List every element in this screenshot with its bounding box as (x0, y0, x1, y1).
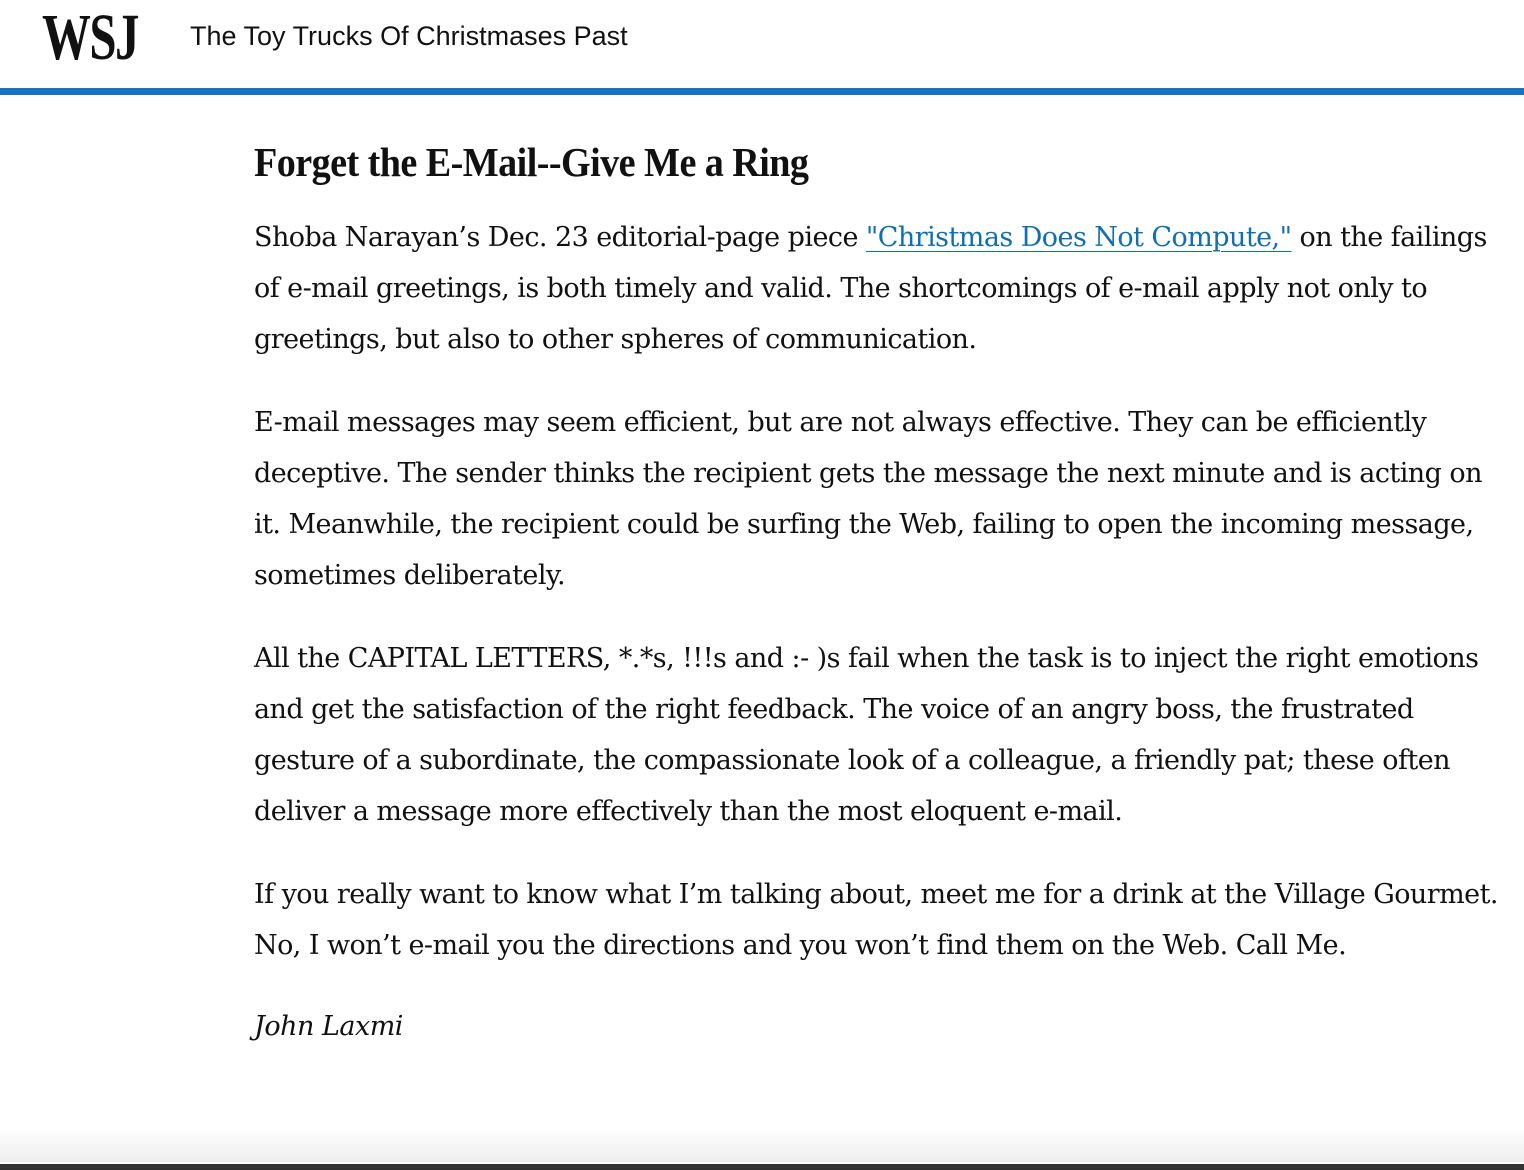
paragraph-text-after-link: on the failings of e-mail greetings, is both timely and valid. The shortcomings of e-mail apply not only to greetings, but also to other spheres of communication. (254, 222, 1487, 355)
paragraph-text-before-link: Shoba Narayan’s Dec. 23 editorial-page piece (254, 222, 866, 253)
christmas-does-not-compute-link[interactable]: "Christmas Does Not Compute," (865, 222, 1292, 253)
header-accent-bar (0, 88, 1524, 95)
bottom-fade-overlay (0, 1128, 1524, 1162)
top-bar (0, 0, 1524, 88)
article-paragraph-3: All the CAPITAL LETTERS, *.*s, !!!s and :- )s fail when the task is to inject the right emotions and get the satisfaction of the right feedback. The voice of an angry boss, the frustrated gesture of a subordinate, the compassionate look of a colleague, a friendly pat; these often deliver a message more effectively than the most eloquent e-mail. (254, 643, 1479, 827)
article-paragraph-1 (254, 212, 1504, 365)
article-title: Forget the E-Mail--Give Me a Ring (254, 139, 809, 185)
wsj-logo[interactable]: WSJ (42, 1, 138, 74)
article-body (254, 130, 1504, 1052)
article-paragraph-4: If you really want to know what I’m talking about, meet me for a drink at the Village Gourmet. No, I won’t e-mail you the directions and you won’t find them on the Web. Call Me. (254, 879, 1498, 961)
bottom-border-line (0, 1164, 1524, 1170)
header-article-title: The Toy Trucks Of Christmases Past (190, 21, 628, 51)
article-paragraph-2: E-mail messages may seem efficient, but are not always effective. They can be efficiently deceptive. The sender thinks the recipient gets the message the next minute and is acting on it. Meanwhile, the recipient could be surfing the Web, failing to open the incoming message, sometimes deliberately. (254, 407, 1482, 591)
letter-signature: John Laxmi (254, 1011, 403, 1042)
